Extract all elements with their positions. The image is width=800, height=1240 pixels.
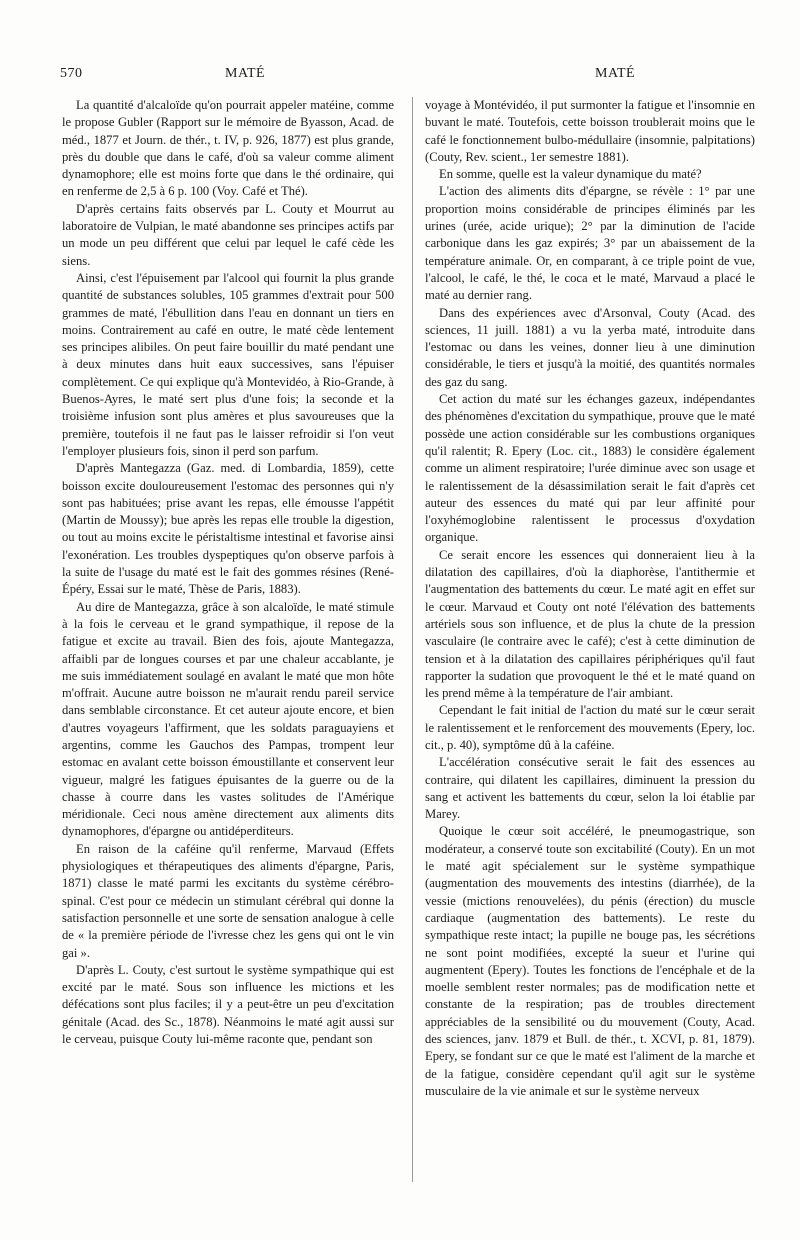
paragraph: D'après L. Couty, c'est surtout le système sympathique qui est excité par le maté. Sous son influence les mictions et les défécations sont plus faciles; il y a peut-être un peu d'excitation génitale (Acad. des Sc., 1878). Néanmoins le maté agit aussi sur le cerveau, puisque Couty lui-même raconte que, pendant son	[62, 962, 394, 1047]
paragraph: D'après Mantegazza (Gaz. med. di Lombardia, 1859), cette boisson excite douloureusement l'estomac des personnes qui n'y sont pas habituées; prise avant les repas, elle émousse l'appétit (Martin de Moussy); bue après les repas elle trouble la digestion, ou tout au moins excite le péristaltisme intestinal et favorise ainsi l'exonération. Les troubles dyspeptiques qu'on observe parfois à la suite de l'usage du maté est le fait des gommes résines (René-Épéry, Essai sur le maté, Thèse de Paris, 1883).	[62, 461, 394, 597]
paragraph: La quantité d'alcaloïde qu'on pourrait appeler matéine, comme le propose Gubler (Rapport sur le mémoire de Byasson, Acad. de méd., 1877 et Journ. de thér., t. IV, p. 926, 1877) est plus grande, près du double que dans le café, d'où sa valeur comme aliment dynamophore; elle est moins forte que dans le thé ordinaire, qui en renferme de 2,5 à 6 p. 100 (Voy. Café et Thé).	[62, 98, 394, 199]
paragraph: Au dire de Mantegazza, grâce à son alcaloïde, le maté stimule à la fois le cerveau et le grand sympathique, il repose de la fatigue et excite au travail. Bien des fois, ajoute Mantegazza, affaibli par de longues courses et par une chaleur accablante, je me suis immédiatement soulagé en avalant le maté que mon hôte m'offrait. Aucune autre boisson ne m'aurait rendu pareil service dans semblable circonstance. Et cet auteur ajoute encore, et bien d'autres voyageurs l'affirment, que les soldats paraguayiens et argentins, comme les Gauchos des Pampas, trompent leur estomac en avalant cette boisson émoustillante et conservent leur vigueur, malgré les fatigues épuisantes de la guerre ou de la chasse à courre dans les vastes solitudes de l'Amérique méridionale. Ceci nous amène directement aux aliments dits dynamophores, d'épargne ou antidéperditeurs.	[62, 599, 394, 839]
paragraph: Quoique le cœur soit accéléré, le pneumogastrique, son modérateur, a conservé toute son excitabilité (Couty). En un mot le maté agit spécialement sur le système sympathique (augmentation des mouvements des intestins (diarrhée), de la vessie (mictions renouvelées), du pénis (érection) du muscle cardiaque (augmentation des battements). Le reste du sympathique reste intact; la pupille ne bouge pas, les sécrétions ne sont point modifiées, excepté la sueur et l'urine qui augmentent (Epery). Toutes les fonctions de l'encéphale et de la moelle semblent rester normales; pas de modification nette et constante de la respiration; pas de troubles directement appréciables de la sensibilité ou du mouvement (Couty, Acad. des sciences, janv. 1879 et Bull. de thér., t. XCVI, p. 81, 1879). Epery, se fondant sur ce que le maté est l'aliment de la marche et de la fatigue, considère cependant qu'il agit sur le système musculaire de la vie animale et sur le système nerveux	[425, 824, 755, 1098]
right-column	[425, 97, 755, 1100]
paragraph: L'action des aliments dits d'épargne, se révèle : 1° par une proportion moins considérable de principes éliminés par les urines (urée, acide urique); 2° par la diminution de l'acide carbonique dans les gaz expirés; 3° par un abaissement de la température animale. Or, en comparant, à ce triple point de vue, l'alcool, le café, le thé, le coca et le maté, Marvaud a placé le maté au dernier rang.	[425, 184, 755, 303]
column-divider	[412, 97, 413, 1182]
paragraph: Cependant le fait initial de l'action du maté sur le cœur serait le ralentissement et le renforcement des mouvements (Epery, loc. cit., p. 40), symptôme dû à la caféine.	[425, 703, 755, 752]
running-title-left: MATÉ	[225, 66, 266, 81]
paragraph: Ce serait encore les essences qui donneraient lieu à la dilatation des capillaires, d'où la diaphorèse, l'antithermie et l'augmentation des battements du cœur. Le maté agit en effet sur le cœur. Marvaud et Couty ont noté l'élévation des battements artériels sous son influence, et de plus la chute de la pression vasculaire (le contraire avec le café); c'est à cette diminution de tension et à la dilatation des capillaires périphériques qu'il faut rapporter la sudation que provoquent le thé et le maté quand on les prend même à la température de l'air ambiant.	[425, 547, 755, 701]
running-title-right: MATÉ	[595, 66, 636, 81]
running-head	[60, 66, 760, 86]
paragraph: Dans des expériences avec d'Arsonval, Couty (Acad. des sciences, 11 juill. 1881) a vu la yerba maté, introduite dans l'estomac ou dans les veines, donner lieu à une diminution considérable, le tiers et jusqu'à la moitié, des quantités normales des gaz du sang.	[425, 305, 755, 389]
paragraph: voyage à Montévidéo, il put surmonter la fatigue et l'insomnie en buvant le maté. Toutefois, cette boisson troublerait moins que le café le fonctionnement bulbo-médullaire (insomnie, palpitations) (Couty, Rev. scient., 1er semestre 1881).	[425, 98, 755, 164]
paragraph: En raison de la caféine qu'il renferme, Marvaud (Effets physiologiques et thérapeutiques des aliments d'épargne, Paris, 1871) classe le maté parmi les excitants du système cérébro-spinal. C'est pour ce médecin un stimulant cérébral qui donne la satisfaction personnelle et une sorte de sensation analogue à celle de « la première période de l'ivresse chez les gens qui ont le vin gai ».	[62, 841, 394, 960]
paragraph: Cet action du maté sur les échanges gazeux, indépendantes des phénomènes d'excitation du sympathique, prouve que le maté possède une action considérable sur les combustions organiques qu'il ralentit; R. Epery (Loc. cit., 1883) le considère également comme un aliment respiratoire; l'urée diminue avec son usage et le ralentissement de la désassimilation serait le fait d'après cet auteur des essences du maté qui par leur affinité pour l'oxyhémoglobine ralentissent le processus d'oxydation organique.	[425, 392, 755, 545]
page-number: 570	[60, 66, 83, 81]
left-column	[62, 97, 394, 1048]
paragraph: Ainsi, c'est l'épuisement par l'alcool qui fournit la plus grande quantité de substances solubles, 105 grammes d'extrait pour 500 grammes de maté, l'ébullition dans l'eau en donnant un tiers en moins. Contrairement au café en outre, le maté cède lentement ses principes alibiles. On peut faire bouillir du maté pendant une à deux minutes dans huit eaux successives, sans l'épuiser complètement. Ce qui explique qu'à Montevidéo, à Rio-Grande, à Buenos-Ayres, le maté sert plus d'une fois; la seconde et la troisième infusion sont plus amères et plus savoureuses que la première, toutefois il ne faut pas le laisser refroidir si l'on veut l'employer plusieurs fois, sinon il perd son parfum.	[62, 270, 394, 458]
paragraph: L'accélération consécutive serait le fait des essences au contraire, qui dilatent les capillaires, diminuent la pression du sang et activent les battements du cœur, selon la loi établie par Marey.	[425, 755, 755, 822]
paragraph: En somme, quelle est la valeur dynamique du maté?	[439, 167, 702, 182]
paragraph: D'après certains faits observés par L. Couty et Mourrut au laboratoire de Vulpian, le maté abandonne ses principes actifs par un mode un peu différent que celui par lequel le café cède les siens.	[62, 201, 394, 268]
